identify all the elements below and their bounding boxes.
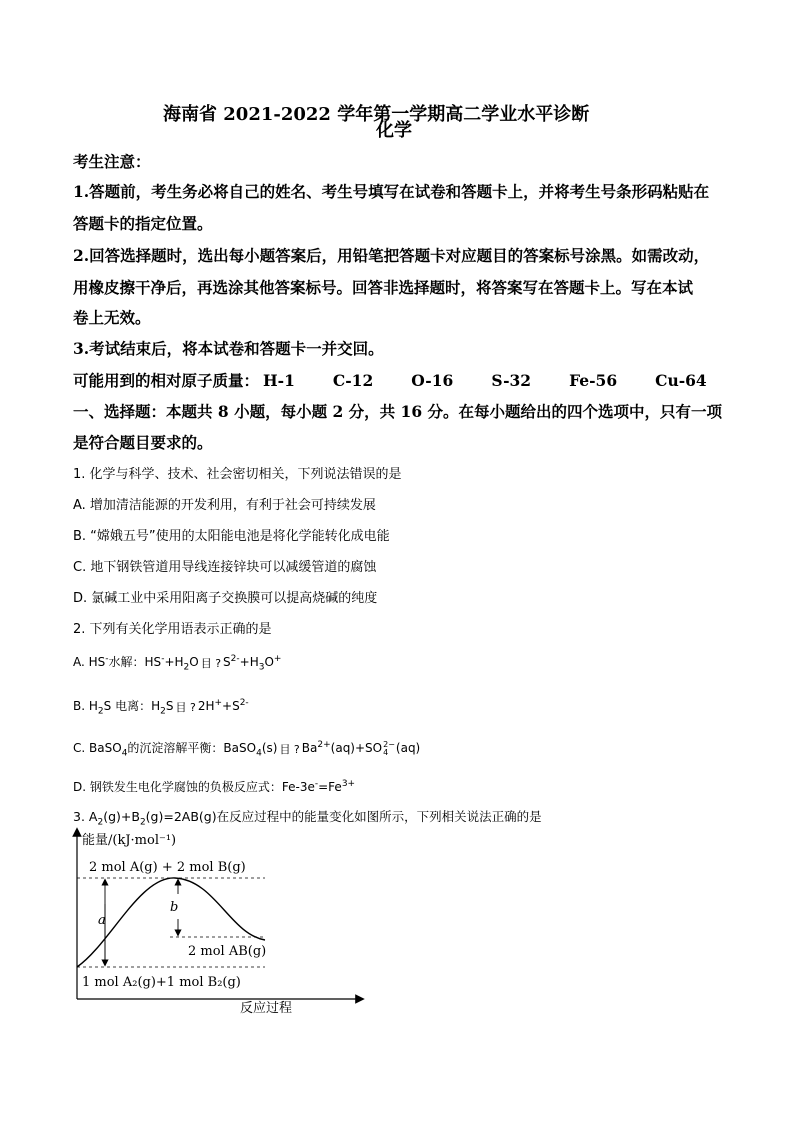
q1-stem: 1. 化学与科学、技术、社会密切相关，下列说法错误的是 — [73, 467, 402, 482]
notice-item2-line3: 卷上无效。 — [73, 308, 151, 327]
y-axis-label: 能量/(kJ·mol⁻¹) — [82, 833, 177, 848]
equilibrium-glyph: 目 ? — [175, 700, 196, 714]
x-axis-label: 反应过程 — [240, 1001, 293, 1016]
notice-heading: 考生注意： — [73, 152, 151, 171]
q2-option-d: D. 钢铁发生电化学腐蚀的负极反应式：$Fe-3e^-=Fe^{3+}$ — [73, 779, 356, 794]
atomic-mass-line — [73, 369, 745, 391]
notice-item2-line1: 2.回答选择题时，选出每小题答案后，用铅笔把答题卡对应题目的答案标号涂黑。如需改动， — [73, 246, 710, 265]
annotation-b: b — [170, 900, 179, 915]
annotation-a: a — [98, 913, 106, 928]
equilibrium-glyph: 目 ? — [200, 656, 222, 670]
notice-item1-line1: 1.答题前，考生务必将自己的姓名、考生号填写在试卷和答题卡上，并将考生号条形码粘贴在 — [73, 182, 710, 201]
notice-item1-line2: 答题卡的指定位置。 — [73, 214, 213, 233]
mass-c: C-12 — [332, 371, 374, 390]
equilibrium-glyph: 目 ? — [279, 742, 300, 756]
section1-line1: 一、选择题：本题共 8 小题，每小题 2 分，共 16 分。在每小题给出的四个选项中，只有一项 — [73, 402, 723, 421]
subject-title: 化学 — [376, 120, 412, 141]
mass-h: H-1 — [263, 371, 295, 390]
section1-line2: 是符合题目要求的。 — [73, 433, 213, 452]
reactant-level-label: 1 mol A₂(g)+1 mol B₂(g) — [82, 975, 241, 990]
notice-item2-line2: 用橡皮擦干净后，再选涂其他答案标号。回答非选择题时，将答案写在答题卡上。写在本试 — [73, 278, 694, 297]
q1-option-c: C. 地下钢铁管道用导线连接锌块可以减缓管道的腐蚀 — [73, 560, 377, 575]
q3-stem: 3. $A_2(g)+B_2(g)=2AB(g)$在反应过程中的能量变化如图所示，下列相关说法正确的是 — [73, 809, 542, 828]
atomic-mass-label: 可能用到的相对原子质量： — [73, 371, 260, 390]
q1-option-b: B. “嫦娥五号”使用的太阳能电池是将化学能转化成电能 — [73, 529, 390, 544]
q1-option-a: A. 增加清洁能源的开发利用，有利于社会可持续发展 — [73, 498, 376, 513]
page-title: 海南省 2021-2022 学年第一学期高二学业水平诊断 — [163, 104, 590, 125]
mass-o: O-16 — [411, 371, 454, 390]
notice-item3: 3.考试结束后，将本试卷和答题卡一并交回。 — [73, 339, 384, 358]
q2-option-b: B. $H_2S$ 电离：$H_2S$ 目 ? $2H^++S^{2-}$ — [73, 698, 249, 717]
product-level-label: 2 mol AB(g) — [188, 944, 267, 959]
q2-option-a: A. HS-水解：$HS^-+H_2O$ 目 ? $S^{2-}+H_3O^+$ — [73, 654, 282, 673]
mass-fe: Fe-56 — [569, 371, 618, 390]
mass-s: S-32 — [491, 371, 532, 390]
q2-option-c: C. BaSO$_4$的沉淀溶解平衡：BaSO$_4$(s) 目 ? $Ba^{2+}(aq)+SO$ 2− 4 (aq) — [73, 739, 421, 759]
q2-stem: 2. 下列有关化学用语表示正确的是 — [73, 622, 272, 637]
mass-cu: Cu-64 — [655, 371, 707, 390]
top-level-label: 2 mol A(g) + 2 mol B(g) — [89, 860, 246, 875]
q1-option-d: D. 氯碱工业中采用阳离子交换膜可以提高烧碱的纯度 — [73, 591, 378, 606]
energy-diagram — [60, 824, 380, 1024]
